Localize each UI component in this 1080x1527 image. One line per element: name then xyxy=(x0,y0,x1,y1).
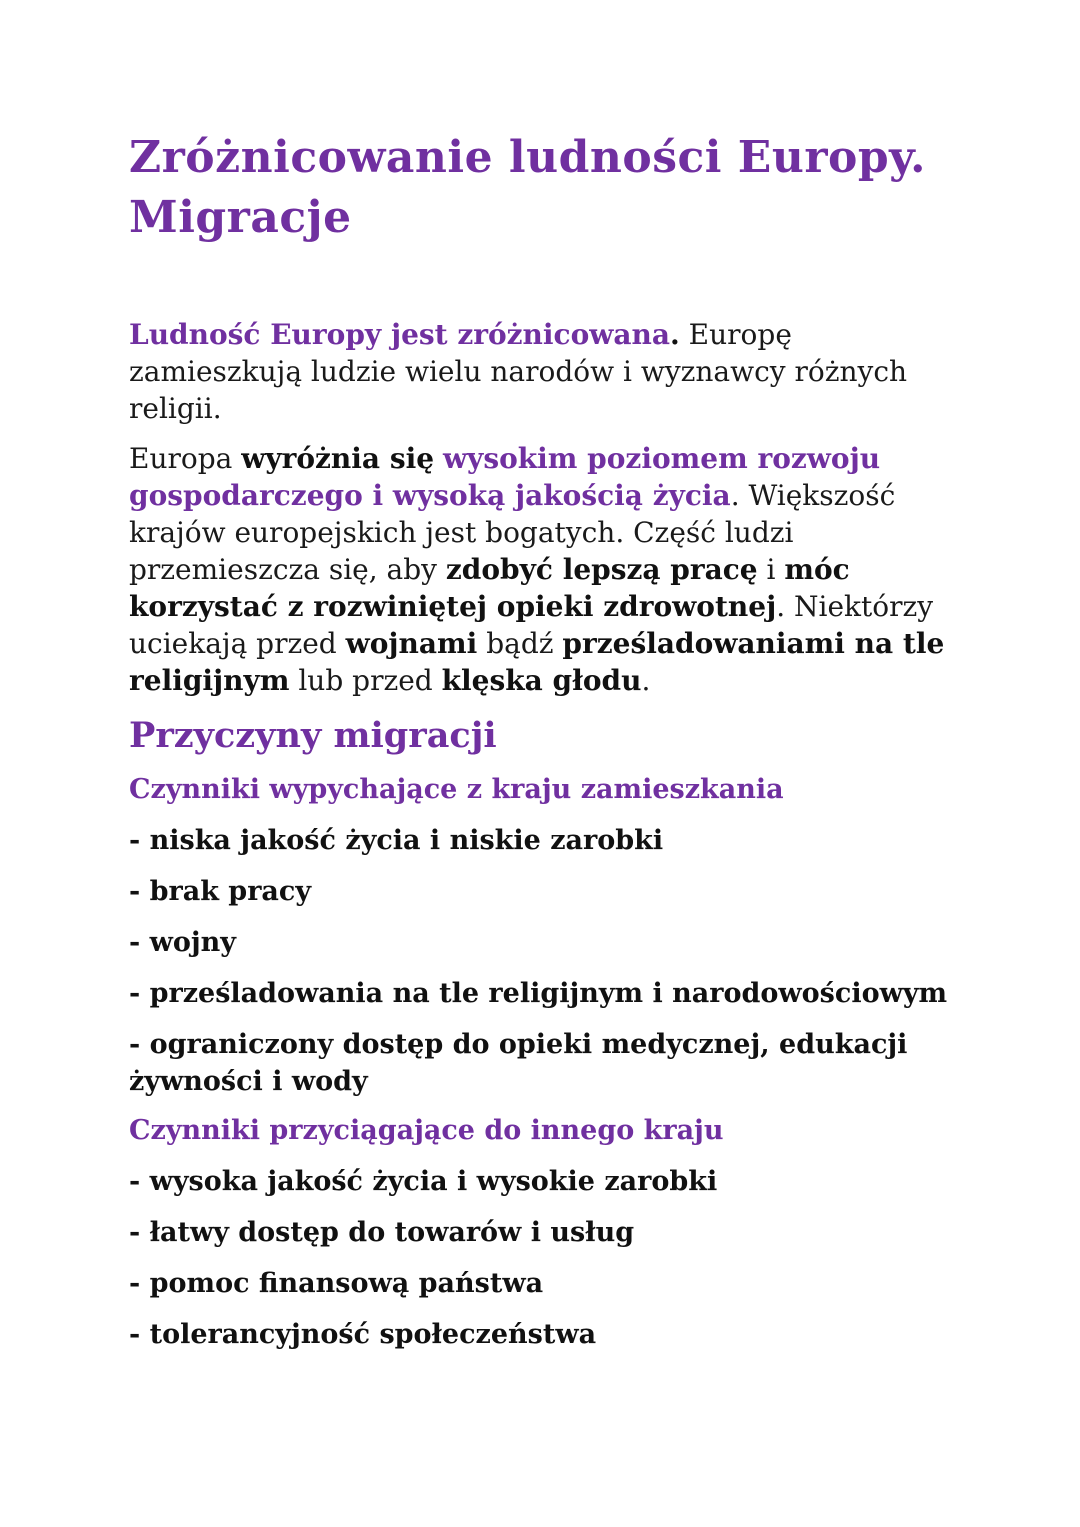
push-factors-list xyxy=(129,822,959,1100)
dev-text-1: Europa xyxy=(129,442,242,475)
push-factors-heading: Czynniki wypychające z kraju zamieszkania xyxy=(129,774,784,805)
dev-text-4: i xyxy=(757,553,785,586)
intro-dot: . xyxy=(670,318,680,351)
dev-text-7: lub przed xyxy=(289,664,442,697)
title-line-1: Zróżnicowanie ludności Europy. xyxy=(129,132,926,183)
list-item: - tolerancyjność społeczeństwa xyxy=(129,1319,597,1350)
pull-factors-list xyxy=(129,1163,959,1353)
title-line-2: Migracje xyxy=(129,192,352,243)
list-item: - prześladowania na tle religijnym i narodowościowym xyxy=(129,978,948,1009)
dev-text-5: . Niektórzy uciekają przed xyxy=(129,590,934,660)
list-item: - łatwy dostęp do towarów i usług xyxy=(129,1217,635,1248)
dev-text-6: bądź xyxy=(477,627,563,660)
list-item: - wysoka jakość życia i wysokie zarobki xyxy=(129,1166,718,1197)
page-title xyxy=(129,128,959,248)
list-item: - ograniczony dostęp do opieki medycznej, edukacji żywności i wody xyxy=(129,1029,908,1097)
intro-paragraph xyxy=(129,316,959,427)
list-item: - wojny xyxy=(129,927,236,958)
dev-bold-3: móc korzystać z rozwiniętej opieki zdrowotnej xyxy=(129,553,850,623)
intro-text: Europę zamieszkują ludzie wielu narodów i wyznawcy różnych religii. xyxy=(129,318,908,425)
list-item: - brak pracy xyxy=(129,876,312,907)
causes-heading: Przyczyny migracji xyxy=(129,715,497,756)
dev-bold-2: zdobyć lepszą pracę xyxy=(445,553,758,586)
dev-text-3: . Większość krajów europejskich jest bogatych. Część ludzi przemieszcza się, aby xyxy=(129,479,896,586)
dev-text-2 xyxy=(434,442,443,475)
dev-highlight: wysokim poziomem rozwoju gospodarczego i wysoką jakością życia xyxy=(129,442,881,512)
development-paragraph xyxy=(129,440,959,699)
list-item: - niska jakość życia i niskie zarobki xyxy=(129,825,664,856)
intro-highlight: Ludność Europy jest zróżnicowana xyxy=(129,318,671,351)
dev-bold-1: wyróżnia się xyxy=(241,442,435,475)
list-item: - pomoc finansową państwa xyxy=(129,1268,544,1299)
dev-text-8: . xyxy=(641,664,651,697)
pull-factors-heading: Czynniki przyciągające do innego kraju xyxy=(129,1115,724,1146)
dev-bold-6: klęska głodu xyxy=(441,664,642,697)
dev-bold-5: prześladowaniami na tle religijnym xyxy=(129,627,945,697)
document-page xyxy=(129,128,959,1353)
dev-bold-4: wojnami xyxy=(345,627,478,660)
